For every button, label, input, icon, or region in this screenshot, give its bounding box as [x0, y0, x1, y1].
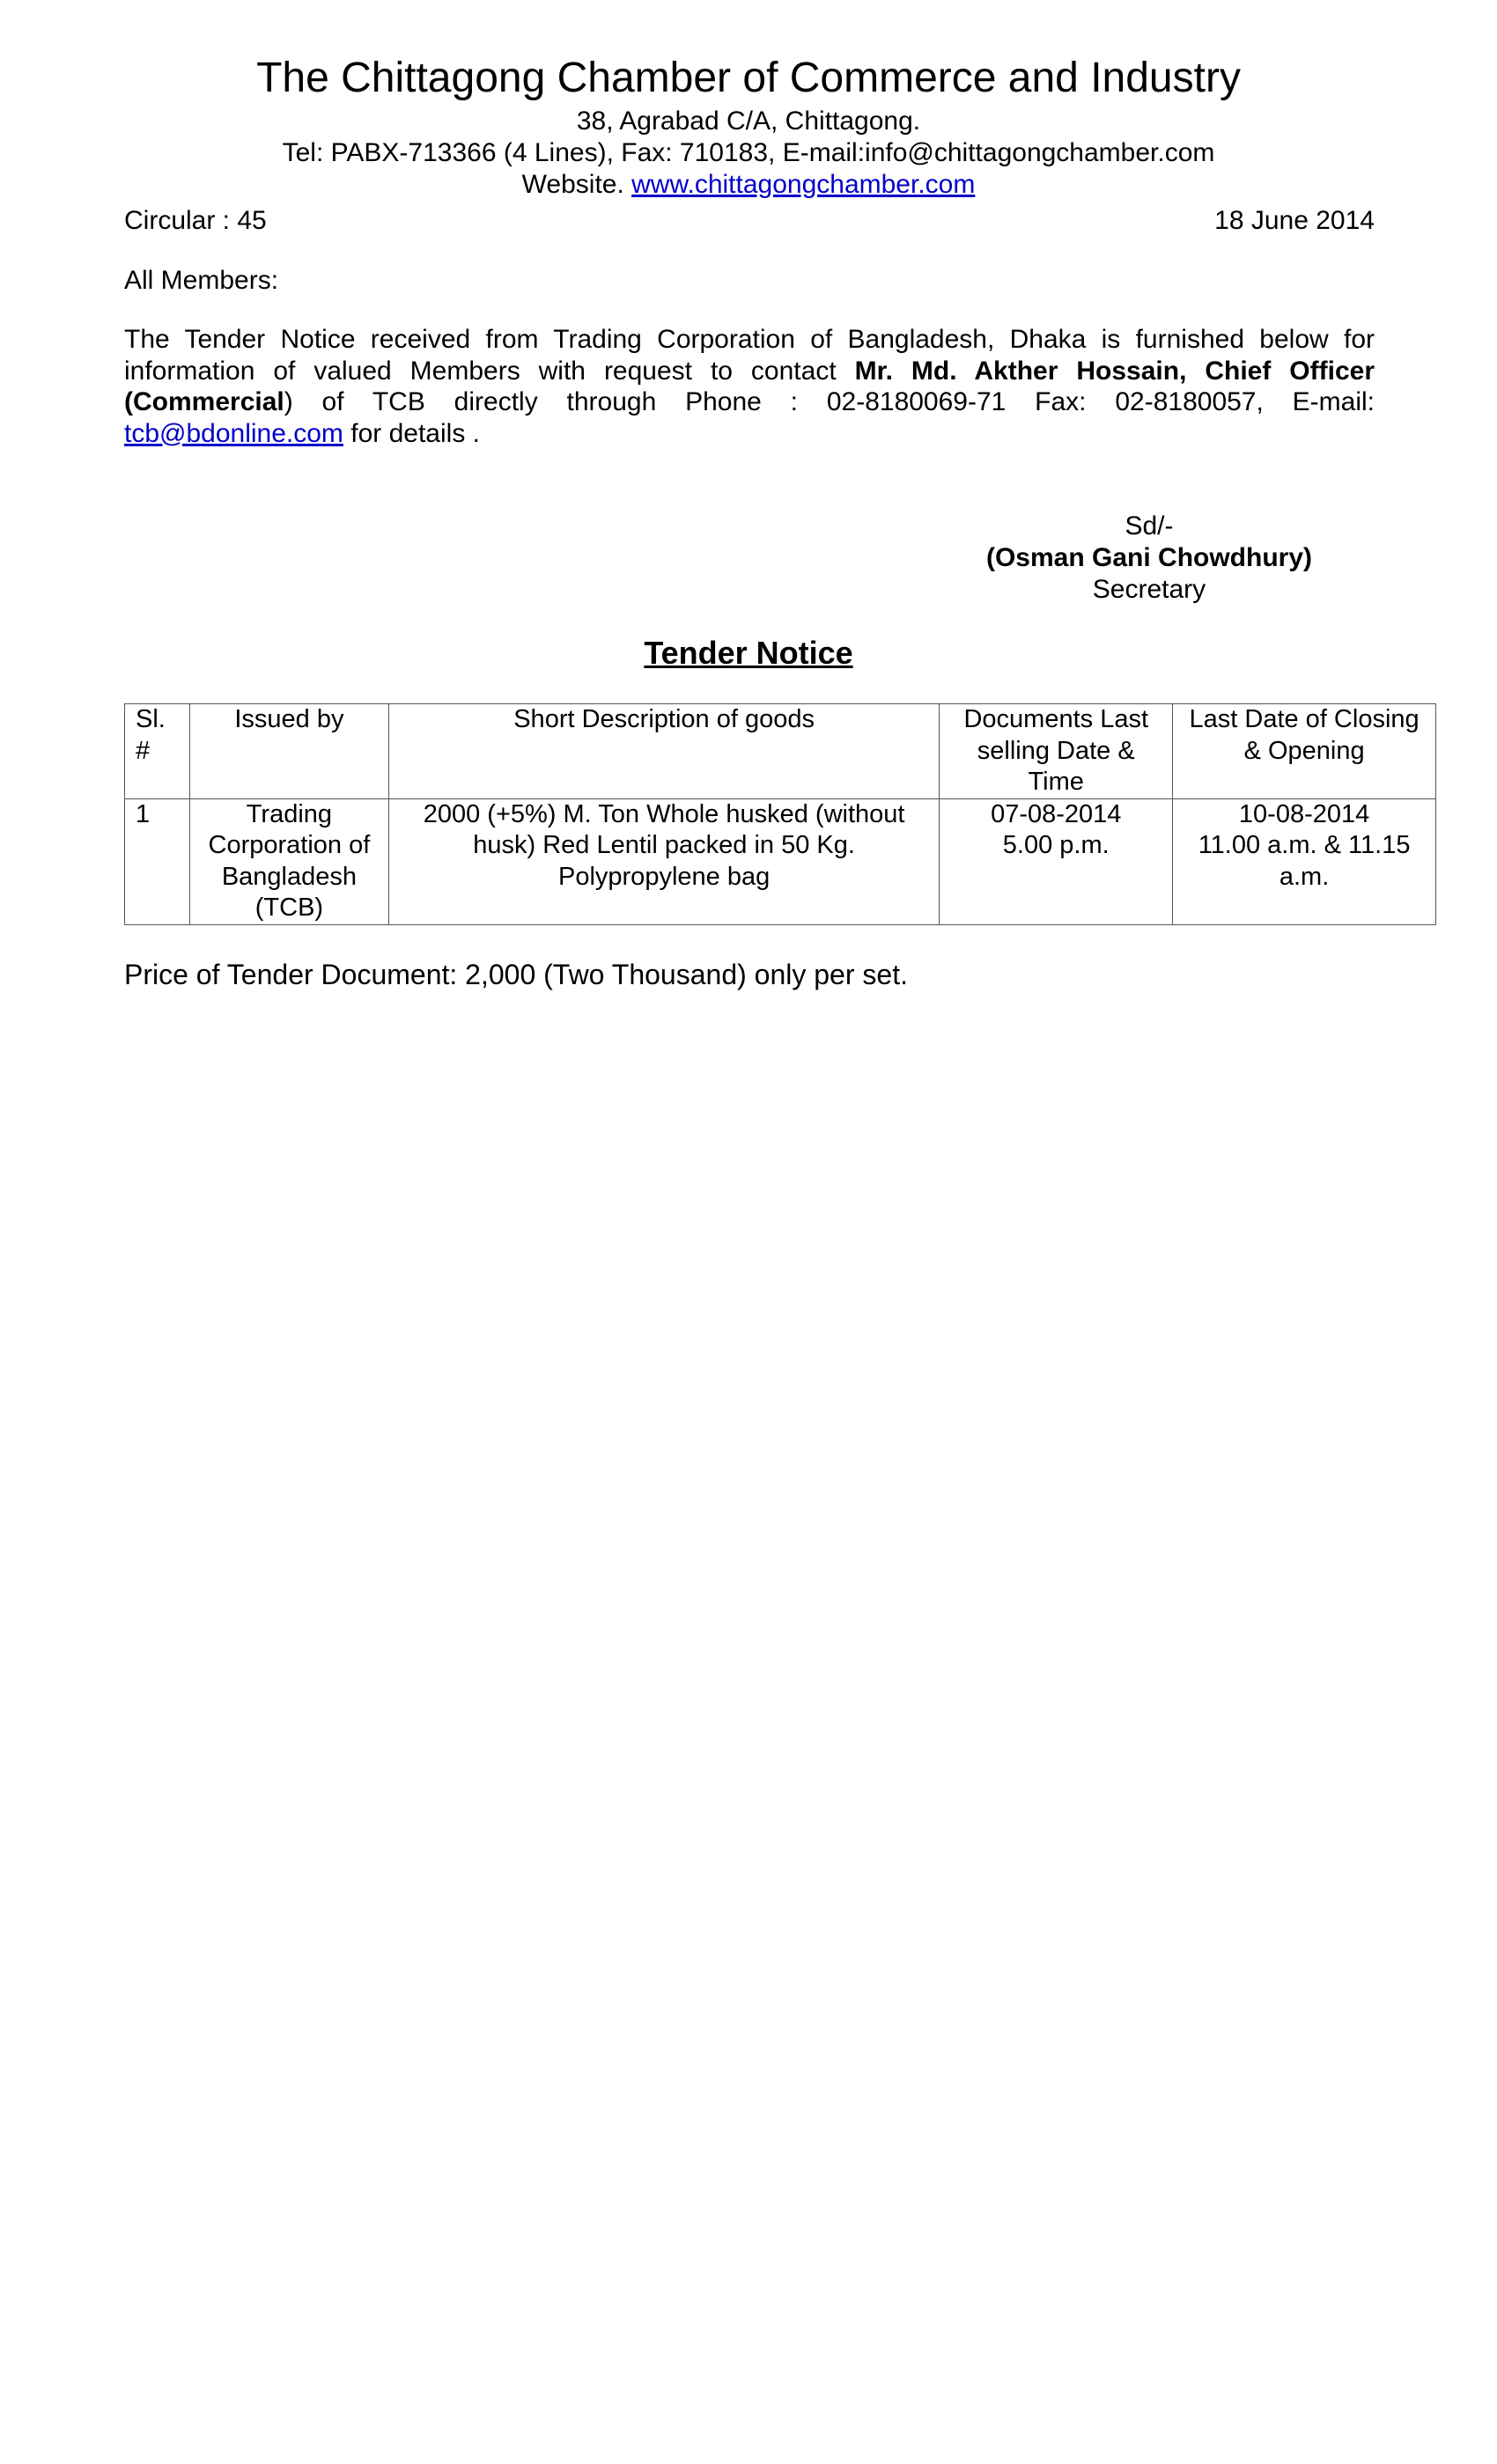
cell-description: 2000 (+5%) M. Ton Whole husked (without husk) Red Lentil packed in 50 Kg. Polypropylene bag — [388, 798, 939, 924]
signature-sd: Sd/- — [1125, 511, 1174, 541]
signature-block — [951, 511, 1347, 606]
body-text-part2: ) of TCB directly through Phone : 02-8180069-71 Fax: 02-8180057, E-mail: — [284, 387, 1375, 416]
doc-last-date: 07-08-2014 — [991, 799, 1122, 828]
signatory-name: (Osman Gani Chowdhury) — [985, 543, 1313, 572]
header-issued-by: Issued by — [189, 704, 388, 799]
salutation: All Members: — [124, 266, 279, 295]
signatory-title: Secretary — [1092, 575, 1206, 604]
cell-issued-by: Trading Corporation of Bangladesh (TCB) — [189, 798, 388, 924]
body-text-part3: for details . — [343, 418, 480, 448]
cell-doc-date — [940, 798, 1173, 924]
website-label: Website. — [521, 170, 632, 199]
header-closing-date: Last Date of Closing & Opening — [1173, 704, 1436, 799]
closing-date: 10-08-2014 — [1238, 799, 1370, 828]
cell-sl: 1 — [125, 798, 190, 924]
circular-row — [124, 205, 1375, 237]
header-description: Short Description of goods — [388, 704, 939, 799]
organization-address: 38, Agrabad C/A, Chittagong. — [576, 107, 921, 136]
body-text-part1: The Tender Notice received from Trading Corporation of Bangladesh, Dhaka is furnished below for information of valued Members with request to contact — [124, 325, 1375, 386]
cell-closing-date — [1173, 798, 1436, 924]
website-link[interactable]: www.chittagongchamber.com — [631, 170, 976, 199]
section-title: Tender Notice — [644, 635, 853, 671]
contact-person: Mr. Md. Akther Hossain, Chief Officer (Commercial — [124, 356, 1375, 416]
header-doc-date: Documents Last selling Date & Time — [940, 704, 1173, 799]
organization-contact: Tel: PABX-713366 (4 Lines), Fax: 710183, E-mail:info@chittagongchamber.com — [282, 138, 1215, 167]
circular-number: Circular : 45 — [124, 206, 267, 235]
doc-last-time: 5.00 p.m. — [1002, 831, 1110, 859]
table-header-row — [125, 704, 1436, 799]
price-note: Price of Tender Document: 2,000 (Two Thousand) only per set. — [124, 959, 908, 990]
body-paragraph — [124, 324, 1375, 449]
circular-date: 18 June 2014 — [1214, 206, 1375, 235]
organization-name: The Chittagong Chamber of Commerce and Industry — [256, 55, 1241, 101]
table-row — [125, 798, 1436, 924]
letterhead — [0, 51, 1497, 201]
website-line — [0, 169, 1497, 201]
email-link[interactable]: tcb@bdonline.com — [124, 418, 343, 448]
tender-table — [124, 703, 1436, 925]
closing-time: 11.00 a.m. & 11.15 a.m. — [1198, 831, 1411, 891]
header-sl: Sl. # — [125, 704, 190, 799]
